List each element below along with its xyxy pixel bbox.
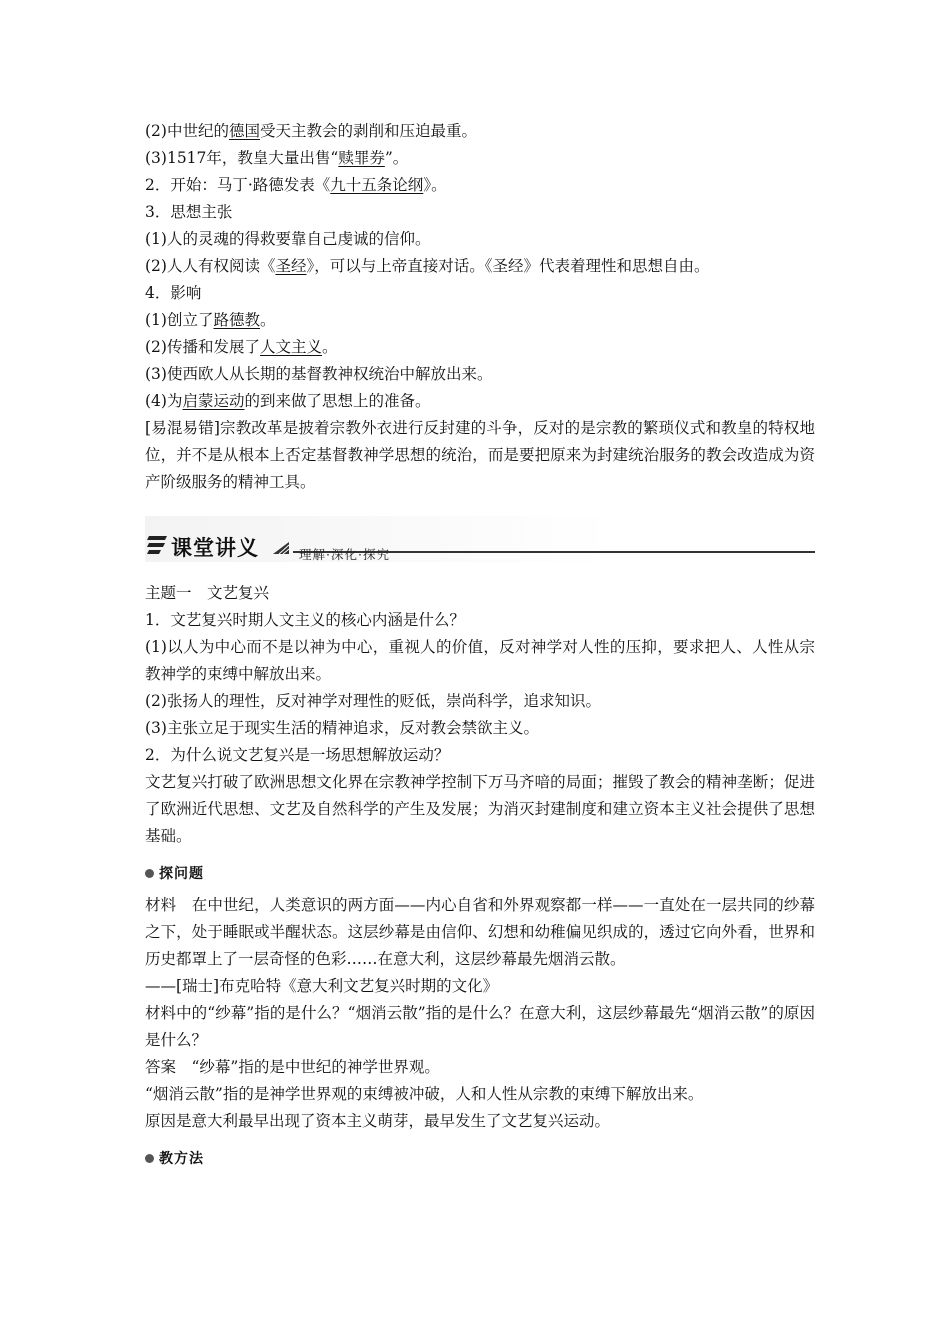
method-heading-label: 教方法 [159,1151,204,1167]
text-line [145,145,815,172]
answer-line: 原因是意大利最早出现了资本主义萌芽，最早发生了文艺复兴运动。 [145,1112,611,1130]
bullet-icon [145,869,154,878]
text-segment: (2)传播和发展了 [145,338,260,356]
underlined-keyword: 路德教 [213,311,260,329]
text-line [145,118,815,145]
text-segment: 2．开始：马丁·路德发表《 [145,176,331,194]
text-segment: 受天主教会的剥削和压迫最重。 [259,122,477,140]
document-page [145,118,815,1177]
explore-heading-label: 探问题 [159,866,204,882]
underlined-keyword: 圣经 [275,257,307,275]
wedge-icon [273,542,289,554]
answer-paragraph: 文艺复兴打破了欧洲思想文化界在宗教神学控制下万马齐喑的局面；摧毁了教会的精神垄断；促进了欧洲近代思想、文艺及自然科学的产生及发展；为消灭封建制度和建立资本主义社会提供了思想基础。 [145,773,815,845]
text-segment: (2)人人有权阅读《 [145,257,276,275]
text-segment: (1)创立了 [145,311,214,329]
explore-heading [145,862,815,886]
text-line: (3)使西欧人从长期的基督教神权统治中解放出来。 [145,365,493,383]
underlined-keyword: 赎罪券 [338,149,385,167]
underlined-keyword: 德国 [228,122,260,140]
answer-paragraph: (1)以人为中心而不是以神为中心，重视人的价值，反对神学对人性的压抑，要求把人、人性从宗教神学的束缚中解放出来。 [145,638,815,683]
source-citation: ——[瑞士]布克哈特《意大利文艺复兴时期的文化》 [145,977,499,995]
bullet-icon [145,1154,154,1163]
answer-line: 答案 “纱幕”指的是中世纪的神学世界观。 [145,1058,440,1076]
text-segment: ”。 [384,149,409,167]
text-line [145,172,815,199]
subheading: 3．思想主张 [145,203,233,221]
answer-line: (3)主张立足于现实生活的精神追求，反对教会禁欲主义。 [145,719,539,737]
topic-heading: 主题一 文艺复兴 [145,584,270,602]
text-segment: 。 [321,338,338,356]
underlined-keyword: 人文主义 [259,338,322,356]
underlined-keyword: 九十五条论纲 [330,176,424,194]
answer-line: “烟消云散”指的是神学世界观的束缚被冲破，人和人性从宗教的束缚下解放出来。 [145,1085,704,1103]
text-line [145,253,815,280]
answer-line: (2)张扬人的理性，反对神学对理性的贬低，崇尚科学，追求知识。 [145,692,601,710]
text-segment: (2)中世纪的 [145,122,229,140]
subheading: 4．影响 [145,284,202,302]
text-segment: 》，可以与上帝直接对话。《圣经》代表着理性和思想自由。 [306,257,710,275]
stripes-icon [147,536,167,554]
text-segment: (4)为 [145,392,183,410]
question-paragraph: 材料中的“纱幕”指的是什么？“烟消云散”指的是什么？在意大利，这层纱幕最先“烟消云散”的原因是什么？ [145,1004,815,1049]
question: 1．文艺复兴时期人文主义的核心内涵是什么？ [145,611,465,629]
method-heading [145,1147,815,1171]
note-paragraph: [易混易错]宗教改革是披着宗教外衣进行反封建的斗争，反对的是宗教的繁琐仪式和教皇的特权地位，并不是从根本上否定基督教神学思想的统治，而是要把原来为封建统治服务的教会改造成为资产阶级服务的精神工具。 [145,419,815,491]
underlined-keyword: 启蒙运动 [182,392,245,410]
question: 2．为什么说文艺复兴是一场思想解放运动？ [145,746,450,764]
text-segment: (3)1517年，教皇大量出售“ [145,149,339,167]
text-line [145,307,815,334]
text-segment: 。 [259,311,276,329]
text-line [145,388,815,415]
section-banner [145,516,815,562]
text-segment: 》。 [423,176,447,194]
banner-title: 课堂讲义 [171,536,259,560]
text-line: (1)人的灵魂的得救要靠自己虔诚的信仰。 [145,230,431,248]
banner-subtitle: 理解·深化·探究 [299,547,390,562]
text-line [145,334,815,361]
material-paragraph: 材料 在中世纪，人类意识的两方面——内心自省和外界观察都一样——一直处在一层共同的纱幕之下，处于睡眠或半醒状态。这层纱幕是由信仰、幻想和幼稚偏见织成的，透过它向外看，世界和历史都罩上了一层奇怪的色彩……在意大利，这层纱幕最先烟消云散。 [145,896,815,968]
text-segment: 的到来做了思想上的准备。 [244,392,431,410]
